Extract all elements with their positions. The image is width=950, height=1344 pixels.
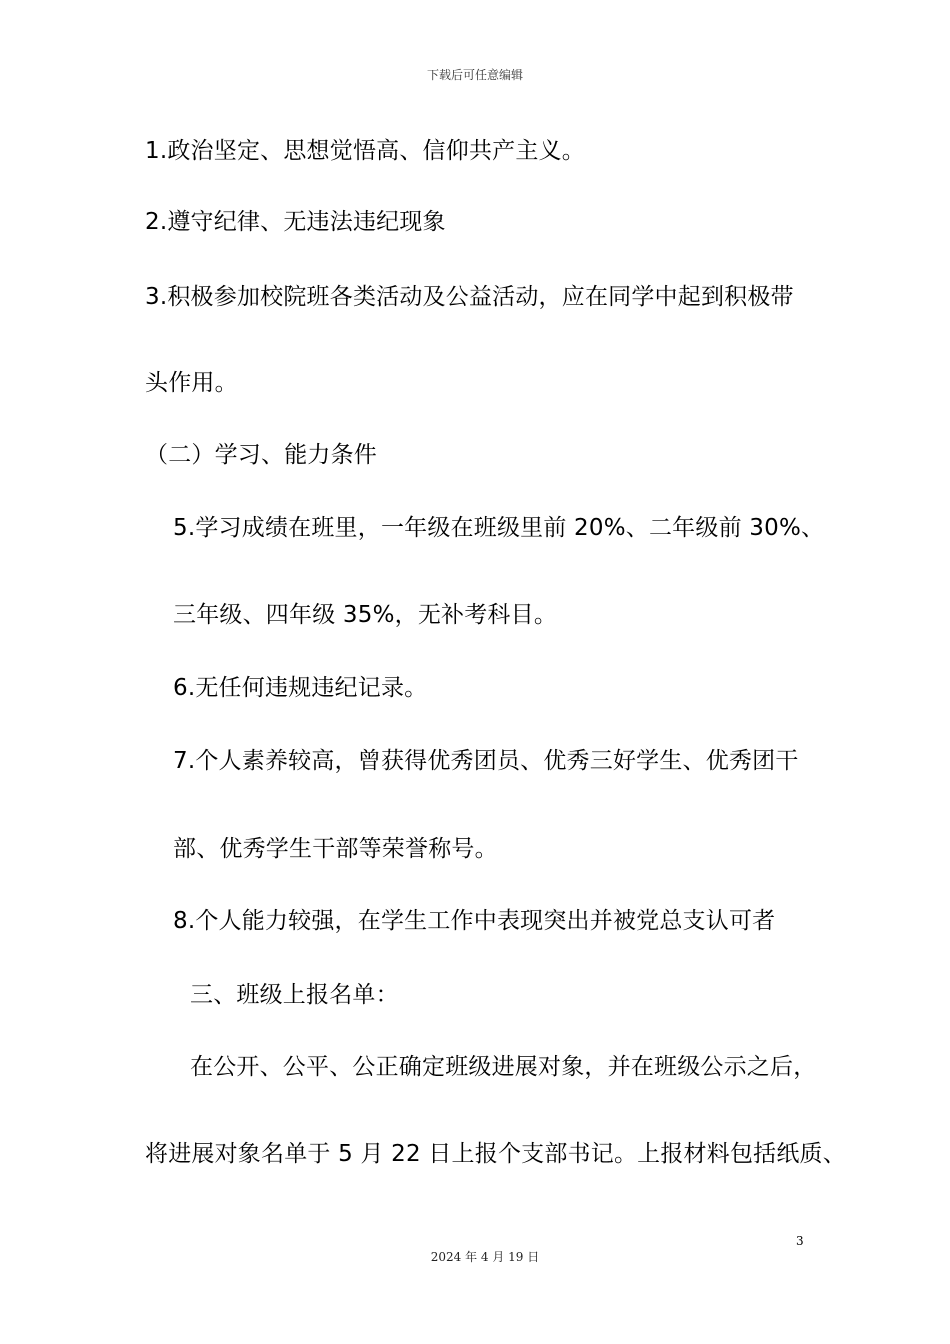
text-line: 部、优秀学生干部等荣誉称号。 (173, 836, 498, 862)
text-line: 三年级、四年级 35%，无补考科目。 (173, 602, 558, 628)
page-number: 3 (796, 1234, 804, 1248)
text-line: 1.政治坚定、思想觉悟高、信仰共产主义。 (145, 138, 585, 164)
text-line: 3.积极参加校院班各类活动及公益活动，应在同学中起到积极带 (145, 284, 794, 310)
page-header: 下载后可任意编辑 (426, 68, 523, 82)
section-heading: 三、班级上报名单： (190, 982, 399, 1008)
text-line: 在公开、公平、公正确定班级进展对象，并在班级公示之后， (190, 1054, 817, 1080)
text-line: 7.个人素养较高，曾获得优秀团员、优秀三好学生、优秀团干 (173, 748, 799, 774)
text-line: 2.遵守纪律、无违法违纪现象 (145, 209, 446, 235)
text-line: 6.无任何违规违纪记录。 (173, 675, 428, 701)
text-line: 8.个人能力较强，在学生工作中表现突出并被党总支认可者 (173, 908, 776, 934)
text-line: 头作用。 (145, 370, 238, 396)
page-footer-date: 2024 年 4 月 19 日 (430, 1250, 540, 1264)
text-line: 5.学习成绩在班里，一年级在班级里前 20%、二年级前 30%、 (173, 515, 825, 541)
text-line: 将进展对象名单于 5 月 22 日上报个支部书记。上报材料包括纸质、 (145, 1141, 846, 1167)
section-heading: （二）学习、能力条件 (145, 442, 377, 468)
